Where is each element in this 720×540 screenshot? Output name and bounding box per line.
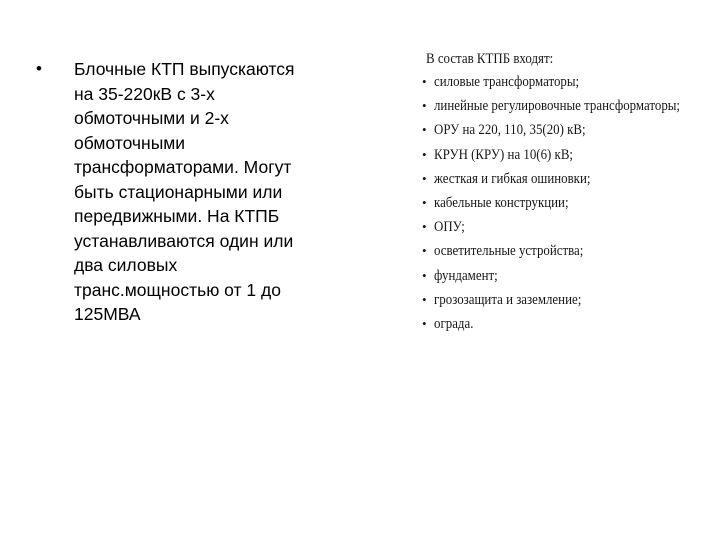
list-item-text: жесткая и гибкая ошиновки; <box>434 170 591 187</box>
list-item <box>422 314 720 338</box>
bullet-dot: • <box>422 170 427 186</box>
scanned-bullet-list <box>422 72 720 338</box>
bullet-dot: • <box>422 98 427 114</box>
list-item-text: грозозащита и заземление; <box>434 291 582 308</box>
bullet-dot: • <box>422 219 427 235</box>
bullet-dot: • <box>422 194 427 210</box>
list-item-text: силовые трансформаторы; <box>434 74 580 90</box>
list-item <box>422 145 720 169</box>
list-item <box>422 241 720 265</box>
bullet-dot: • <box>422 243 427 259</box>
bullet-dot: • <box>422 74 427 89</box>
bullet-dot: • <box>422 267 427 283</box>
list-item-text: линейные регулировочные трансформаторы; <box>434 98 681 115</box>
list-item-text: ограда. <box>434 315 474 332</box>
list-item-text: ОРУ на 220, 110, 35(20) кВ; <box>434 122 586 139</box>
list-item <box>422 120 720 144</box>
list-item <box>422 193 720 217</box>
bullet-dot: • <box>422 146 427 162</box>
list-item-text: осветительные устройства; <box>434 243 584 260</box>
scanned-heading: В состав КТПБ входят: <box>426 51 554 67</box>
bullet-paragraph <box>34 57 324 327</box>
list-item-text: ОПУ; <box>434 219 465 236</box>
list-item <box>422 290 720 314</box>
list-item <box>422 169 720 193</box>
bullet-dot: • <box>422 315 427 331</box>
bullet-dot: • <box>36 59 42 78</box>
bullet-text: Блочные КТП выпускаются на 35-220кВ с 3-х обмоточными и 2-х обмоточными трансформаторами. Могут быть стационарными или передвижными. На КТПБ устанавливаются один или два силовых транс.мощностью от 1 до 125МВА <box>74 59 295 324</box>
scanned-text-image <box>422 50 714 340</box>
left-text-column <box>34 57 324 327</box>
list-item-text: фундамент; <box>434 267 498 284</box>
bullet-dot: • <box>422 122 427 138</box>
list-item-text: кабельные конструкции; <box>434 194 569 211</box>
list-item-text: КРУН (КРУ) на 10(6) кВ; <box>434 146 574 163</box>
list-item <box>422 217 720 241</box>
list-item <box>422 266 720 290</box>
list-item <box>422 96 720 120</box>
list-item <box>422 72 720 96</box>
bullet-dot: • <box>422 291 427 307</box>
